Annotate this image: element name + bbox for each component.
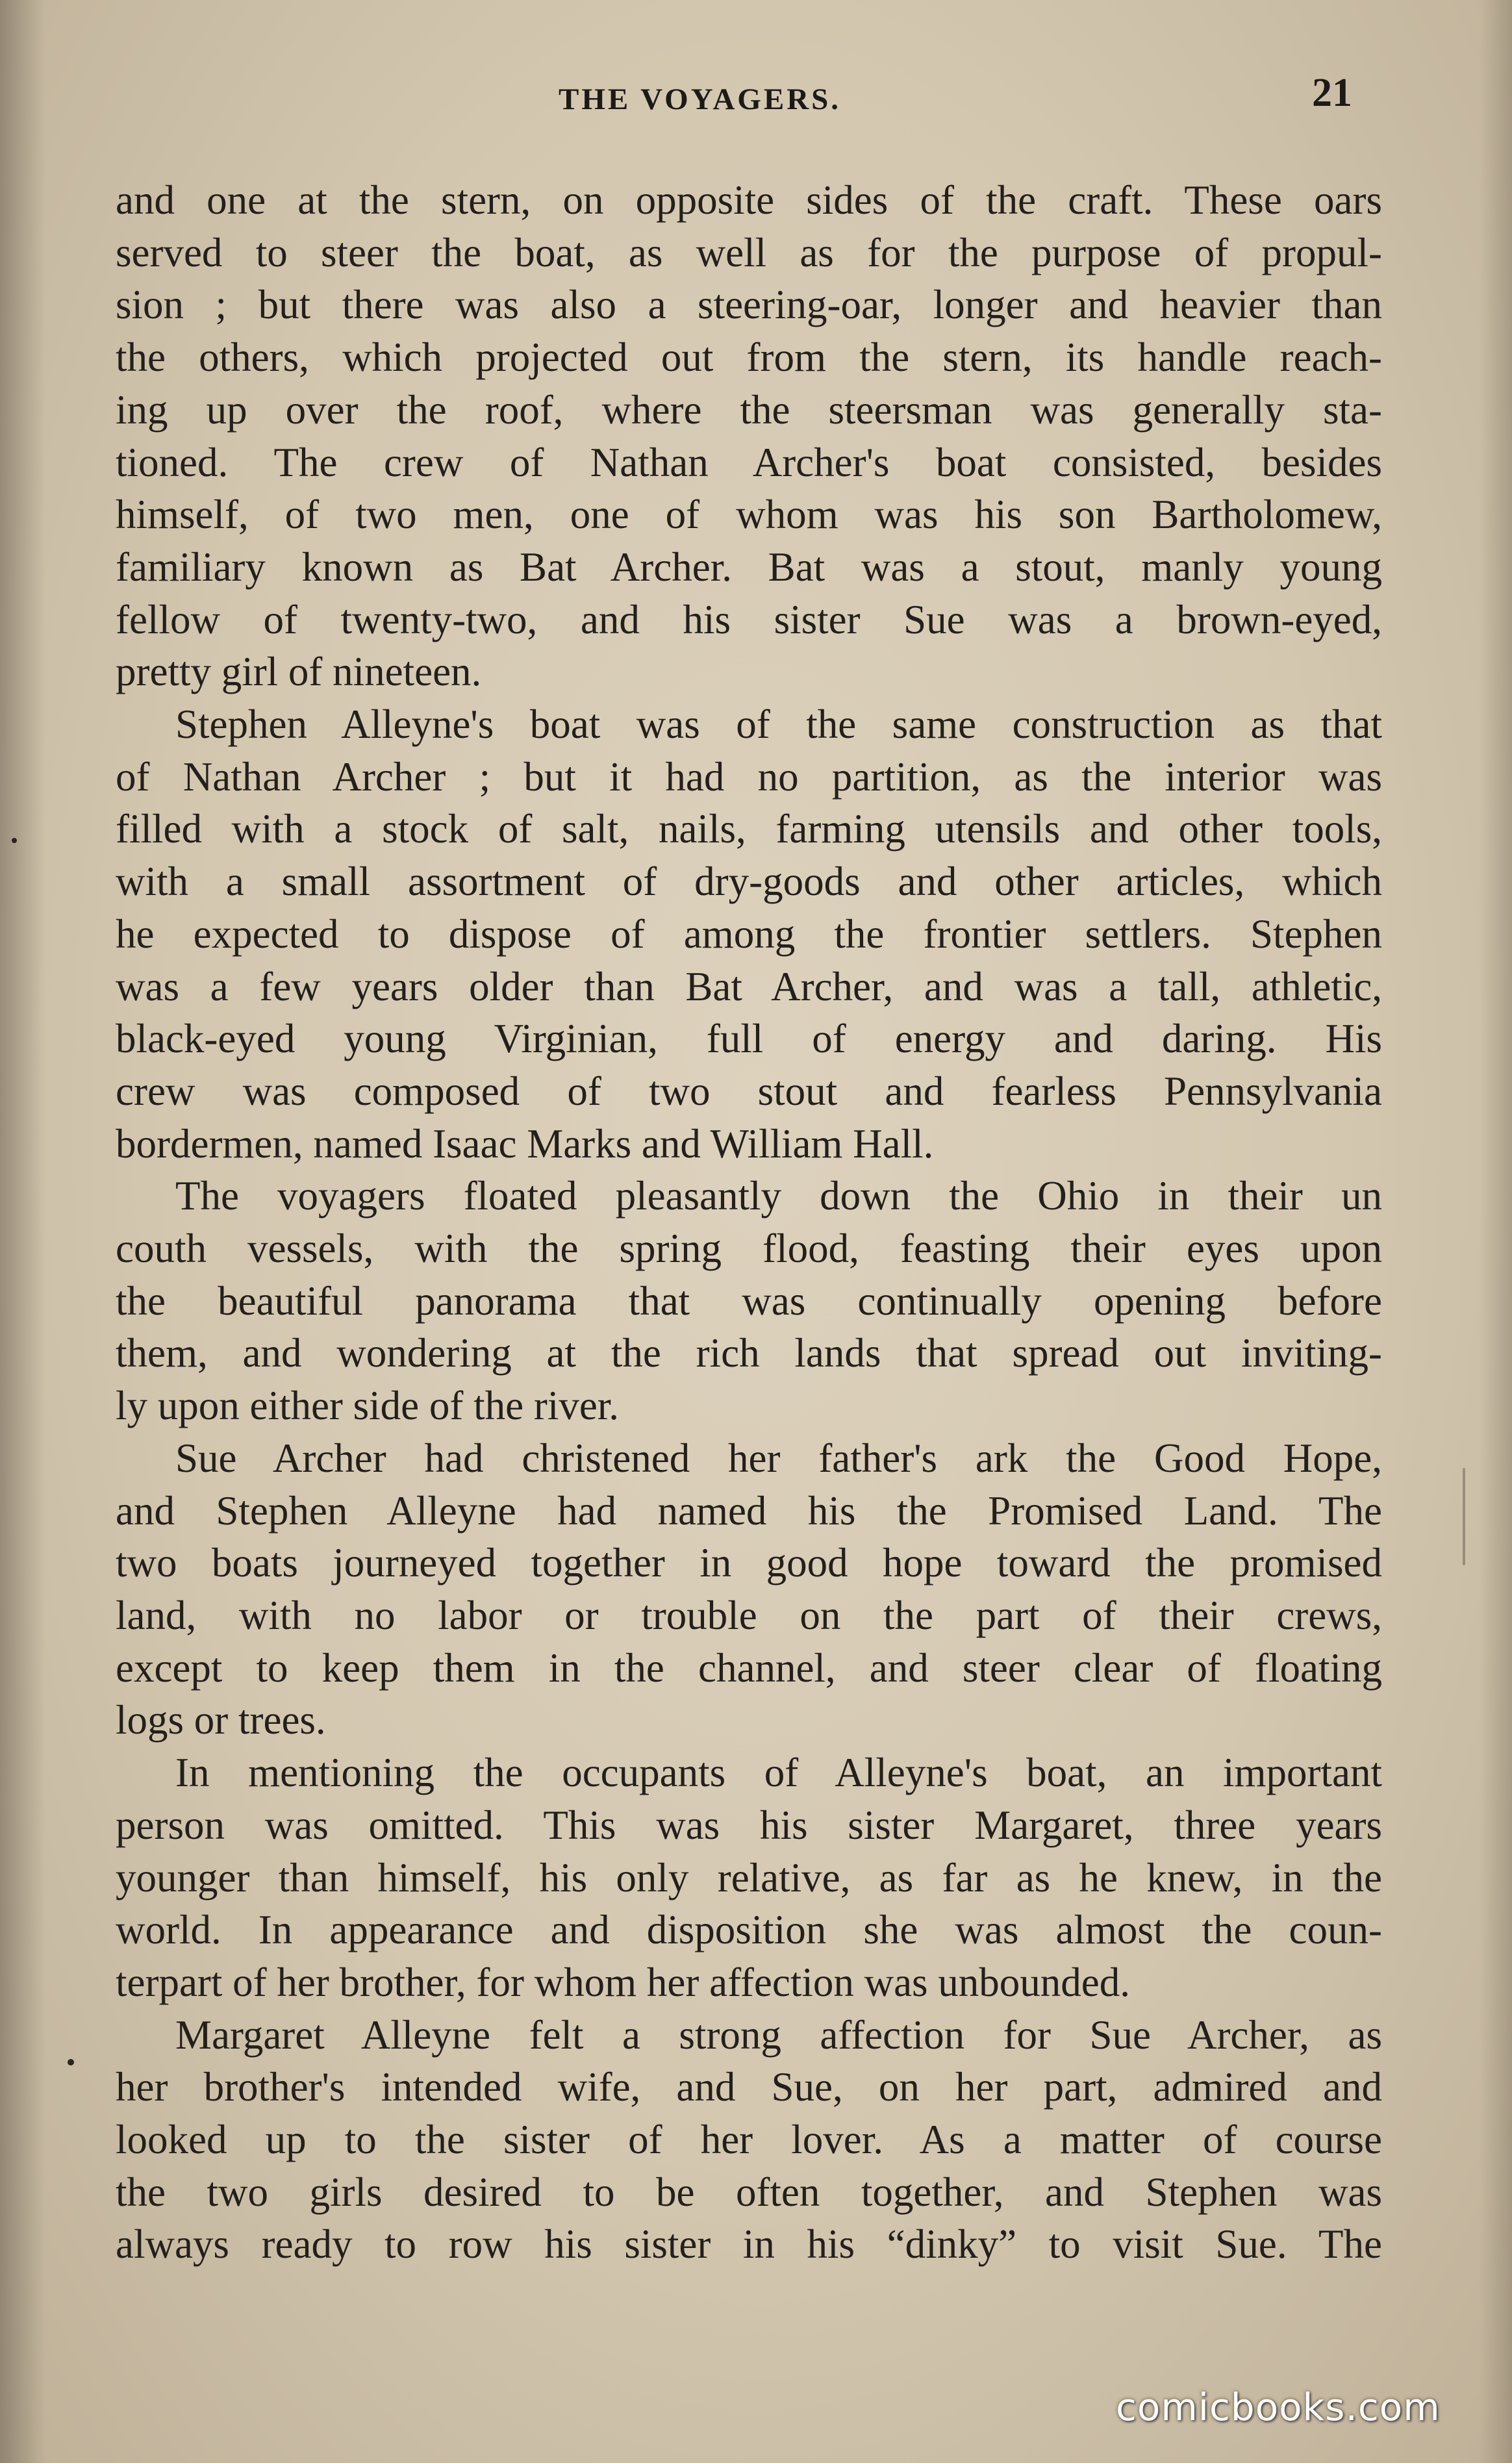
- text-line: black-eyed young Virginian, full of energy and daring. His: [116, 1016, 1382, 1062]
- text-line: bordermen, named Isaac Marks and William Hall.: [116, 1120, 934, 1167]
- text-line: with a small assortment of dry-goods and other articles, which: [116, 859, 1382, 905]
- text-line: except to keep them in the channel, and steer clear of floating: [116, 1645, 1382, 1691]
- running-title: THE VOYAGERS.: [559, 82, 842, 116]
- text-line: always ready to row his sister in his “dinky” to visit Sue. The: [116, 2221, 1382, 2267]
- ink-speck: [68, 2059, 74, 2065]
- paragraph: [116, 1432, 1382, 1747]
- text-line: them, and wondering at the rich lands that spread out inviting-: [116, 1330, 1382, 1376]
- text-line: the two girls desired to be often together, and Stephen was: [116, 2169, 1382, 2215]
- page-edge-shadow-left: [0, 0, 45, 2463]
- paragraph: [116, 1170, 1382, 1432]
- margin-pencil-mark: [1463, 1468, 1465, 1565]
- text-line: person was omitted. This was his sister Margaret, three years: [116, 1802, 1382, 1848]
- text-line: logs or trees.: [116, 1697, 326, 1743]
- running-head: [0, 71, 1512, 129]
- text-line: the beautiful panorama that was continually opening before: [116, 1278, 1382, 1324]
- text-line: and Stephen Alleyne had named his the Promised Land. The: [116, 1487, 1382, 1534]
- text-line: and one at the stern, on opposite sides of the craft. These oars: [116, 177, 1382, 223]
- text-line: couth vessels, with the spring flood, feasting their eyes upon: [116, 1226, 1382, 1272]
- text-line: sion ; but there was also a steering-oar, longer and heavier than: [116, 282, 1382, 328]
- text-line: The voyagers floated pleasantly down the Ohio in their un: [175, 1173, 1382, 1219]
- text-line: was a few years older than Bat Archer, and was a tall, athletic,: [116, 963, 1382, 1009]
- text-line: ly upon either side of the river.: [116, 1383, 620, 1429]
- text-line: world. In appearance and disposition she was almost the coun-: [116, 1907, 1382, 1953]
- page-number: 21: [1312, 71, 1352, 115]
- text-line: two boats journeyed together in good hope toward the promised: [116, 1540, 1382, 1586]
- text-line: younger than himself, his only relative, as far as he knew, in the: [116, 1854, 1382, 1901]
- watermark: comicbooks.com: [1116, 2385, 1441, 2429]
- text-line: Stephen Alleyne's boat was of the same construction as that: [175, 701, 1382, 748]
- text-line: pretty girl of nineteen.: [116, 649, 482, 695]
- body-text: [116, 174, 1382, 2271]
- text-line: of Nathan Archer ; but it had no partition, as the interior was: [116, 753, 1382, 800]
- paragraph: [116, 698, 1382, 1170]
- text-line: fellow of twenty-two, and his sister Sue was a brown-eyed,: [116, 596, 1382, 642]
- text-line: her brother's intended wife, and Sue, on her part, admired and: [116, 2064, 1382, 2110]
- text-line: Sue Archer had christened her father's ark the Good Hope,: [175, 1435, 1382, 1481]
- paragraph: [116, 2009, 1382, 2271]
- page-edge-shadow-right: [1480, 0, 1512, 2463]
- text-line: the others, which projected out from the stern, its handle reach-: [116, 335, 1382, 381]
- text-line: In mentioning the occupants of Alleyne's boat, an important: [175, 1750, 1382, 1796]
- paragraph: [116, 174, 1382, 698]
- text-line: terpart of her brother, for whom her affection was unbounded.: [116, 1959, 1131, 2005]
- text-line: Margaret Alleyne felt a strong affection for Sue Archer, as: [175, 2012, 1382, 2058]
- text-line: served to steer the boat, as well as for the purpose of propul-: [116, 229, 1382, 275]
- text-line: familiary known as Bat Archer. Bat was a stout, manly young: [116, 544, 1382, 590]
- text-line: he expected to dispose of among the frontier settlers. Stephen: [116, 911, 1382, 957]
- text-line: crew was composed of two stout and fearless Pennsylvania: [116, 1068, 1382, 1114]
- text-line: ing up over the roof, where the steersman was generally sta-: [116, 386, 1382, 433]
- text-line: filled with a stock of salt, nails, farming utensils and other tools,: [116, 806, 1382, 852]
- paragraph: [116, 1747, 1382, 2009]
- text-line: himself, of two men, one of whom was his son Bartholomew,: [116, 492, 1382, 538]
- ink-speck: [12, 838, 17, 843]
- text-line: tioned. The crew of Nathan Archer's boat consisted, besides: [116, 439, 1382, 485]
- text-line: looked up to the sister of her lover. As a matter of course: [116, 2117, 1382, 2163]
- text-line: land, with no labor or trouble on the part of their crews,: [116, 1592, 1382, 1638]
